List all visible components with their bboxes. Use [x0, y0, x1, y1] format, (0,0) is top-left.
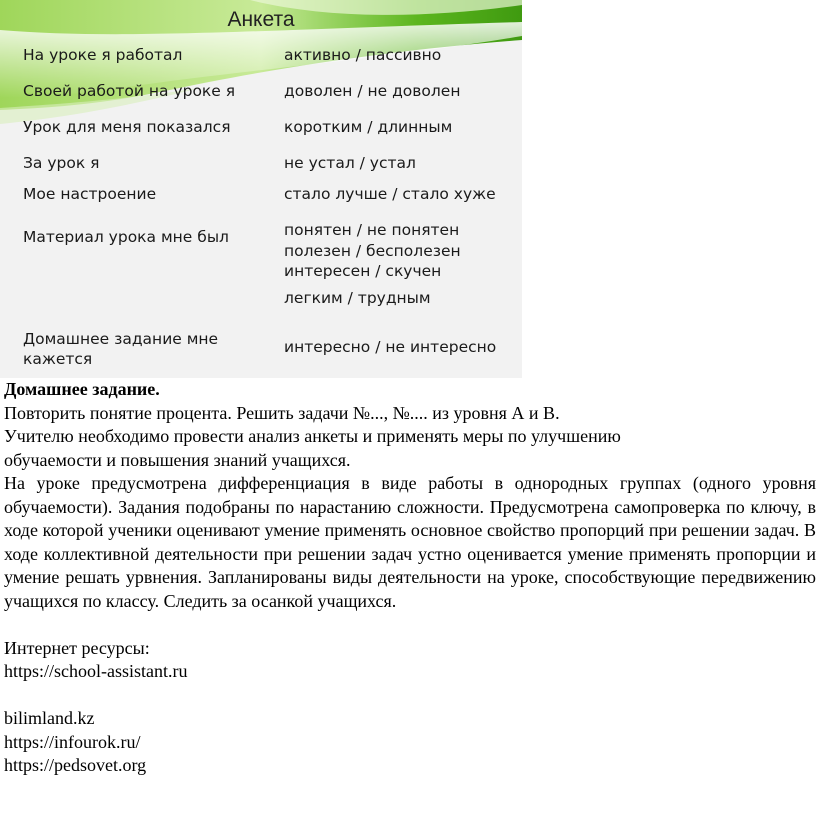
answer-options: полезен / бесполезен — [284, 242, 461, 260]
teacher-note-line: Учителю необходимо провести анализ анкеты и применять меры по улучшению — [4, 426, 621, 446]
document-body — [4, 378, 816, 778]
question-label: На уроке я работал — [23, 46, 183, 64]
question-label: Материал урока мне был — [23, 228, 229, 246]
resource-link[interactable]: https://school-assistant.ru — [4, 661, 188, 681]
answer-options: активно / пассивно — [284, 46, 442, 64]
resource-link[interactable]: https://infourok.ru/ — [4, 731, 141, 752]
homework-task: Повторить понятие процента. Решить задачи №..., №.... из уровня А и В. — [4, 402, 560, 423]
questionnaire-image — [0, 0, 522, 378]
question-label: Домашнее задание мне — [23, 330, 219, 348]
teacher-note-line: обучаемости и повышения знаний учащихся. — [4, 449, 351, 470]
question-label: Своей работой на уроке я — [23, 82, 236, 100]
lesson-description: На уроке предусмотрена дифференциация в виде работы в однородных группах (одного уровня обучаемости). Задания подобраны по нарастанию сложности. Предусмотрена самопроверка по ключу, в ходе которой ученики оценивают умение применять основное свойство пропорций при решении задач. В ходе коллективной деятельности при решении задач устно оценивается умение применять пропорции и умение решать урвнения. Запланированы виды деятельности на уроке, способствующие передвижению учащихся по классу. Следить за осанкой учащихся. — [4, 473, 816, 611]
resource-link[interactable]: https://pedsovet.org — [4, 755, 147, 775]
answer-options: легким / трудным — [284, 289, 431, 307]
answer-options: не устал / устал — [284, 154, 416, 172]
answer-options: доволен / не доволен — [284, 82, 461, 100]
question-label: Урок для меня показался — [23, 118, 231, 136]
answer-options: стало лучше / стало хуже — [284, 185, 496, 203]
resources-heading: Интернет ресурсы: — [4, 637, 150, 658]
answer-options: понятен / не понятен — [284, 221, 460, 239]
resource-link[interactable]: bilimland.kz — [4, 708, 95, 728]
question-label: кажется — [23, 350, 93, 368]
answer-options: коротким / длинным — [284, 118, 453, 136]
questionnaire-title: Анкета — [227, 8, 295, 31]
answer-options: интересен / скучен — [284, 262, 442, 280]
answer-options: интересно / не интересно — [284, 338, 497, 356]
question-label: За урок я — [23, 154, 100, 172]
homework-heading: Домашнее задание. — [4, 379, 160, 399]
question-label: Мое настроение — [23, 185, 157, 203]
